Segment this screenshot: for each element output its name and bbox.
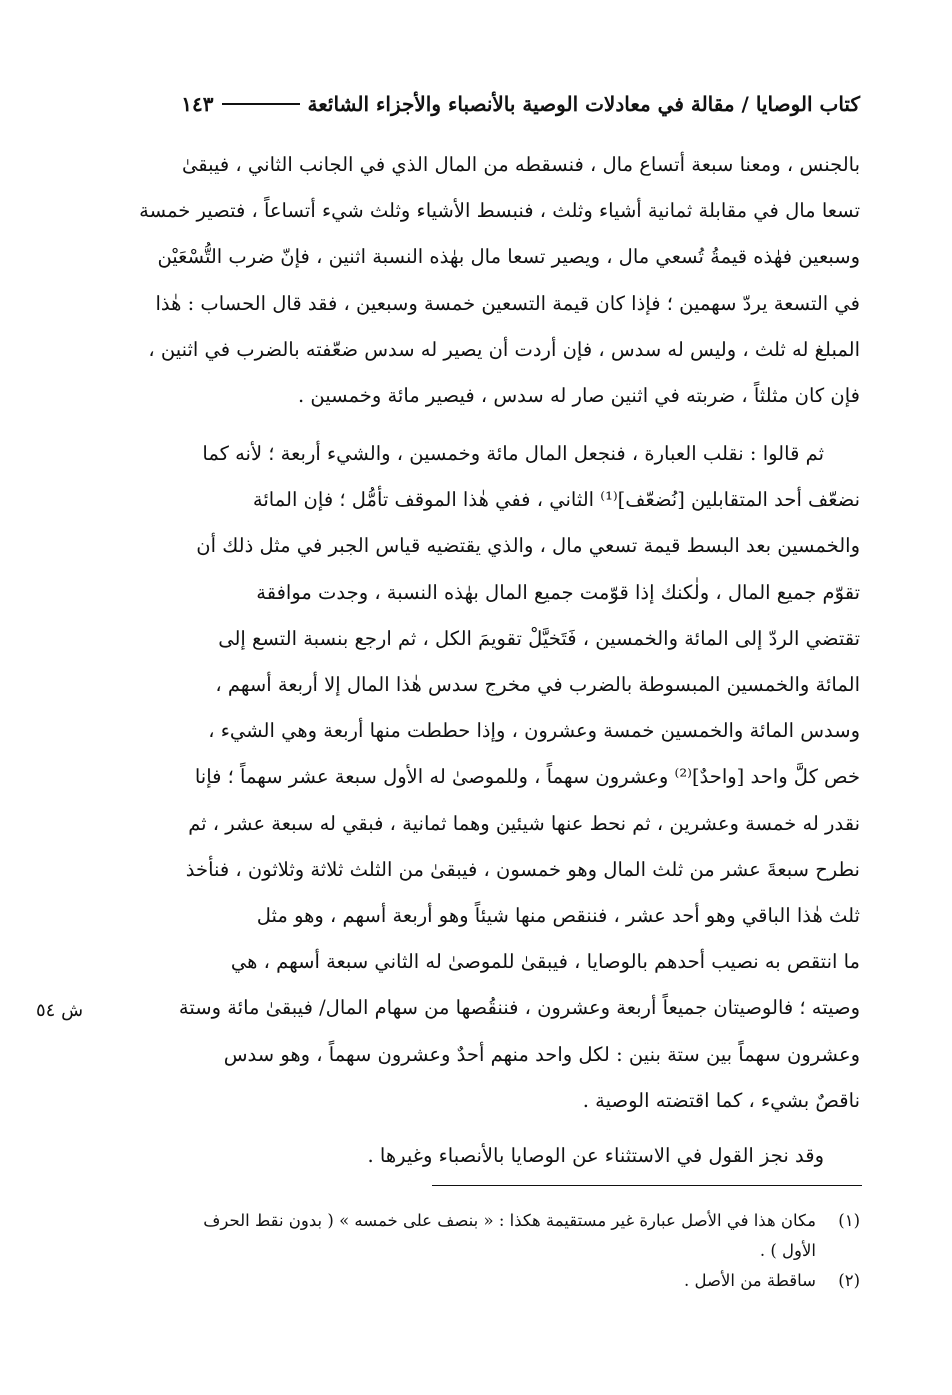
- text-line: مكان هذا في الأصل عبارة غير مستقيمة هكذا : « بنصف على خمسه » ( بدون نقط الحرف: [203, 1211, 816, 1230]
- text-line: الأول ) .: [759, 1241, 816, 1260]
- footnote-separator: [432, 1185, 862, 1186]
- text-line: نضعّف أحد المتقابلين [نُضعّف]⁽¹⁾ الثاني ، ففي هٰذا الموقف تأمُّل ؛ فإن المائة: [252, 488, 860, 512]
- footnote-text: [92, 1206, 816, 1266]
- footnote-text: [92, 1266, 816, 1296]
- running-header: [92, 82, 860, 126]
- text-line: وعشرون سهماً بين ستة بنين : لكل واحد منهم أحدٌ وعشرون سهماً ، وهو سدس: [223, 1042, 860, 1066]
- text-line: تسعا مال في مقابلة ثمانية أشياء وثلث ، فنبسط الأشياء وثلث شيء أتساعاً ، فتصير خمسة: [139, 199, 860, 223]
- text-line: ثم قالوا : نقلب العبارة ، فنجعل المال مائة وخمسين ، والشيء أربعة ؛ لأنه كما: [202, 442, 824, 465]
- margin-manuscript-ref: ش ٥٤: [36, 1000, 84, 1021]
- text-line: ساقطة من الأصل .: [684, 1271, 816, 1290]
- text-line: ثلث هٰذا الباقي وهو أحد عشر ، فننقص منها شيئاً وهو أربعة أسهم ، وهو مثل: [256, 904, 860, 928]
- text-line: ناقصٌ بشيء ، كما اقتضته الوصية .: [582, 1088, 860, 1112]
- text-line: المبلغ له ثلث ، وليس له سدس ، فإن أردت أن يصير له سدس ضعّفته بالضرب في اثنين ،: [148, 337, 860, 361]
- header-rule: [222, 103, 300, 105]
- footnote-1: [92, 1206, 860, 1266]
- footnote-2: [92, 1266, 860, 1296]
- text-line: نقدر له خمسة وعشرين ، ثم نحط عنها شيئين وهما ثمانية ، فبقي له سبعة عشر ، ثم: [188, 811, 860, 835]
- text-line: في التسعة يردّ سهمين ؛ فإذا كان قيمة التسعين خمسة وسبعين ، فقد قال الحساب : هٰذا: [155, 291, 860, 315]
- text-line: المائة والخمسين المبسوطة بالضرب في مخرج سدس هٰذا المال إلا أربعة أسهم ،: [215, 673, 860, 697]
- text-line: والخمسين بعد البسط قيمة تسعي مال ، والذي يقتضيه قياس الجبر في مثل ذلك أن: [196, 534, 860, 558]
- text-line: وصيته ؛ فالوصيتان جميعاً أربعة وعشرون ، فننقُصها من سهام المال/ فيبقىٰ مائة وستة: [178, 996, 860, 1020]
- text-line: تقتضي الردّ إلى المائة والخمسين ، فَتَخيَّلْ تقويمَ الكل ، ثم ارجع بنسبة التسع إلى: [218, 626, 860, 650]
- header-title: كتاب الوصايا / مقالة في معادلات الوصية بالأنصباء والأجزاء الشائعة: [307, 92, 860, 116]
- text-line: وسبعين فهٰذه قيمةُ تُسعي مال ، ويصير تسعا مال بهٰذه النسبة اثنين ، فإنّ ضرب التُّسْعَيْن: [157, 245, 860, 269]
- paragraph-2: [92, 431, 860, 1124]
- paragraph-3: [92, 1133, 860, 1179]
- footnotes: [92, 1206, 860, 1296]
- text-line: نطرح سبعةَ عشر من ثلث المال وهو خمسون ، فيبقىٰ من الثلث ثلاثة وثلاثون ، فنأخذ: [185, 857, 860, 881]
- page-number: ١٤٣: [181, 92, 214, 116]
- text-line: خص كلَّ واحد [واحدٌ]⁽²⁾ وعشرون سهماً ، وللموصىٰ له الأول سبعة عشر سهماً ؛ فإنا: [194, 765, 860, 789]
- text-line: بالجنس ، ومعنا سبعة أتساع مال ، فنسقطه من المال الذي في الجانب الثاني ، فيبقىٰ: [182, 153, 860, 176]
- text-line: وقد نجز القول في الاستثناء عن الوصايا بالأنصباء وغيرها .: [367, 1144, 824, 1167]
- text-line: فإن كان مثلثاً ، ضربته في اثنين صار له سدس ، فيصير مائة وخمسين .: [297, 384, 860, 408]
- footnote-number: (١): [838, 1211, 860, 1230]
- text-line: ما انتقص به نصيب أحدهم بالوصايا ، فيبقىٰ للموصىٰ له الثاني سبعة أسهم ، هي: [230, 950, 860, 974]
- text-line: وسدس المائة والخمسين خمسة وعشرون ، وإذا حططت منها أربعة وهي الشيء ،: [208, 719, 860, 743]
- paragraph-1: [92, 142, 860, 419]
- text-line: تقوّم جميع المال ، ولٰكنك إذا قوّمت جميع المال بهٰذه النسبة ، وجدت موافقة: [256, 580, 860, 604]
- footnote-number: (٢): [838, 1271, 860, 1290]
